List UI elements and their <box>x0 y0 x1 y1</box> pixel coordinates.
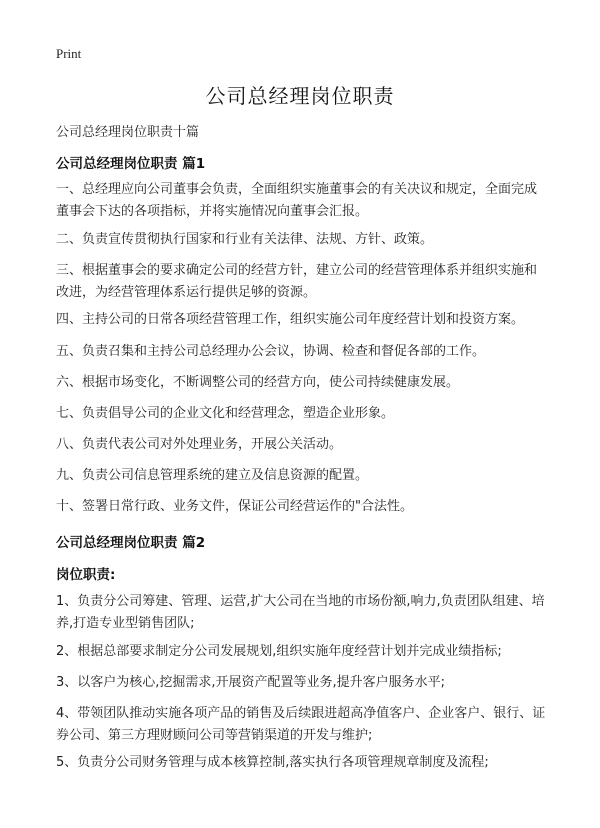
section-2-sub-heading: 岗位职责: <box>56 567 116 583</box>
section-1-item: 四、主持公司的日常各项经营管理工作，组织实施公司年度经营计划和投资方案。 <box>56 312 525 327</box>
section-1-item: 九、负责公司信息管理系统的建立及信息资源的配置。 <box>56 468 369 483</box>
section-2-heading: 公司总经理岗位职责 篇2 <box>56 535 206 551</box>
print-link[interactable]: Print <box>56 46 82 61</box>
section-2-item: 2、根据总部要求制定分公司发展规划,组织实施年度经营计划并完成业绩指标; <box>56 644 502 659</box>
section-1-heading: 公司总经理岗位职责 篇1 <box>56 156 206 172</box>
section-1-item: 七、负责倡导公司的企业文化和经营理念，塑造企业形象。 <box>56 406 395 421</box>
section-1-item: 三、根据董事会的要求确定公司的经营方针，建立公司的经营管理体系并组织实施和改进，为经营管理体系运行提供足够的资源。 <box>56 263 538 300</box>
section-1-item: 六、根据市场变化，不断调整公司的经营方向，使公司持续健康发展。 <box>56 375 460 390</box>
section-2-item: 1、负责分公司筹建、管理、运营,扩大公司在当地的市场份额,响力,负责团队组建、培养,打造专业型销售团队; <box>56 594 545 631</box>
page-title: 公司总经理岗位职责 <box>205 84 395 108</box>
section-2-item: 4、带领团队推动实施各项产品的销售及后续跟进超高净值客户、企业客户、银行、证券公司、第三方理财顾问公司等营销渠道的开发与维护; <box>56 706 546 743</box>
section-2-item: 3、以客户为核心,挖掘需求,开展资产配置等业务,提升客户服务水平; <box>56 675 446 690</box>
section-1-item: 二、负责宣传贯彻执行国家和行业有关法律、法规、方针、政策。 <box>56 232 434 247</box>
section-1-item: 十、签署日常行政、业务文件，保证公司经营运作的"合法性。 <box>56 499 413 514</box>
section-2-item: 5、负责分公司财务管理与成本核算控制,落实执行各项管理规章制度及流程; <box>56 755 489 770</box>
section-1-item: 八、负责代表公司对外处理业务，开展公关活动。 <box>56 437 343 452</box>
section-1-item: 一、总经理应向公司董事会负责，全面组织实施董事会的有关决议和规定，全面完成董事会下达的各项指标，并将实施情况向董事会汇报。 <box>56 182 538 219</box>
section-1-item: 五、负责召集和主持公司总经理办公会议，协调、检查和督促各部的工作。 <box>56 344 486 359</box>
document-subtitle: 公司总经理岗位职责十篇 <box>56 125 200 140</box>
